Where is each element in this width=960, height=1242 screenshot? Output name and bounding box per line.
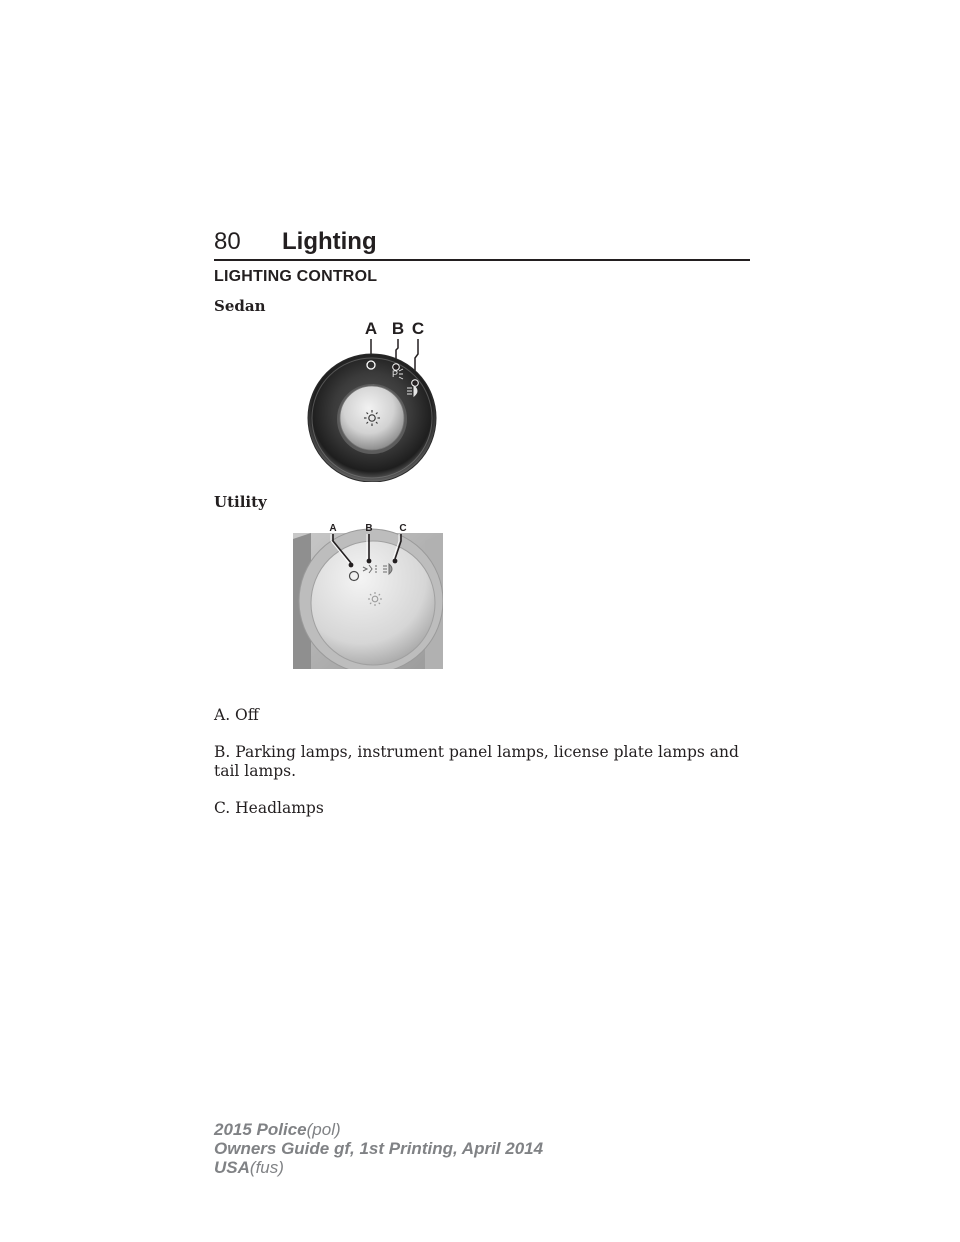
section-heading: LIGHTING CONTROL bbox=[214, 268, 378, 285]
sedan-lighting-switch-figure bbox=[300, 314, 440, 482]
utility-label-a: A bbox=[329, 523, 337, 534]
footer-line-3 bbox=[214, 1158, 543, 1177]
sedan-label-c: C bbox=[411, 319, 425, 338]
page-number: 80 bbox=[214, 228, 241, 255]
page-header bbox=[214, 228, 750, 260]
header-rule bbox=[214, 259, 750, 261]
footer-line-2: Owners Guide gf, 1st Printing, April 2014 bbox=[214, 1139, 544, 1158]
sedan-parking-lamp-icon: P bbox=[392, 369, 399, 379]
sedan-switch-knob bbox=[340, 386, 404, 450]
utility-label-b: B bbox=[365, 523, 373, 534]
utility-lighting-switch-figure bbox=[293, 519, 443, 669]
sedan-label-b: B bbox=[391, 319, 405, 338]
chapter-title: Lighting bbox=[282, 228, 377, 255]
sedan-heading: Sedan bbox=[214, 297, 266, 315]
legend-item-a: A. Off bbox=[214, 706, 259, 724]
utility-label-c: C bbox=[399, 523, 407, 534]
document-footer bbox=[214, 1120, 543, 1177]
sedan-headlamp-icon bbox=[407, 386, 417, 396]
footer-market-code: (fus) bbox=[249, 1158, 284, 1177]
footer-line-1 bbox=[214, 1120, 543, 1139]
legend-item-b: B. Parking lamps, instrument panel lamps, license plate lamps and tail lamps. bbox=[214, 743, 739, 780]
utility-heading: Utility bbox=[214, 493, 267, 511]
footer-model: 2015 Police bbox=[214, 1120, 307, 1139]
footer-market: USA bbox=[214, 1158, 250, 1177]
footer-model-code: (pol) bbox=[306, 1120, 341, 1139]
sedan-label-a: A bbox=[364, 319, 378, 338]
legend-item-c: C. Headlamps bbox=[214, 799, 324, 817]
utility-switch-knob bbox=[311, 541, 435, 665]
